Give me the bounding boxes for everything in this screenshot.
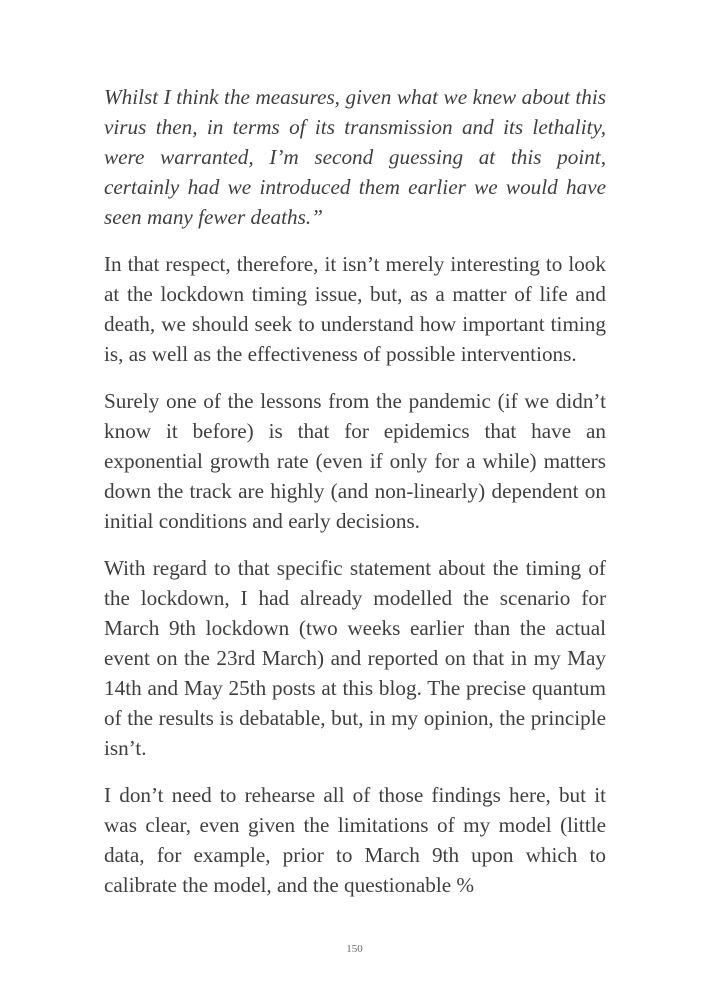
paragraph-lockdown-timing: In that respect, therefore, it isn’t merely interesting to look at the lockdown timing issue, but, as a matter of life and death, we should seek to understand how important timing is, as well as the effectiveness of possible interventions. <box>104 252 606 366</box>
paragraph-march-9th-model: With regard to that specific statement about the timing of the lockdown, I had already modelled the scenario for March 9th lockdown (two weeks earlier than the actual event on the 23rd March) and reported on that in my May 14th and May 25th posts at this blog. The precise quantum of the results is debatable, but, in my opinion, the principle isn’t. <box>104 556 606 760</box>
quote-paragraph: Whilst I think the measures, given what we knew about this virus then, in terms of its transmission and its lethality, were warranted, I’m second guessing at this point, certainly had we introduced them earlier we would have seen many fewer deaths.” <box>104 85 606 229</box>
paragraph-findings: I don’t need to rehearse all of those findings here, but it was clear, even given the limitations of my model (little data, for example, prior to March 9th upon which to calibrate the model, and the questionable % <box>104 783 606 897</box>
page-number: 150 <box>346 943 363 955</box>
body-text <box>104 82 606 917</box>
paragraph-pandemic-lessons: Surely one of the lessons from the pandemic (if we didn’t know it before) is that for epidemics that have an exponential growth rate (even if only for a while) matters down the track are highly (and non-linearly) dependent on initial conditions and early decisions. <box>104 389 606 533</box>
